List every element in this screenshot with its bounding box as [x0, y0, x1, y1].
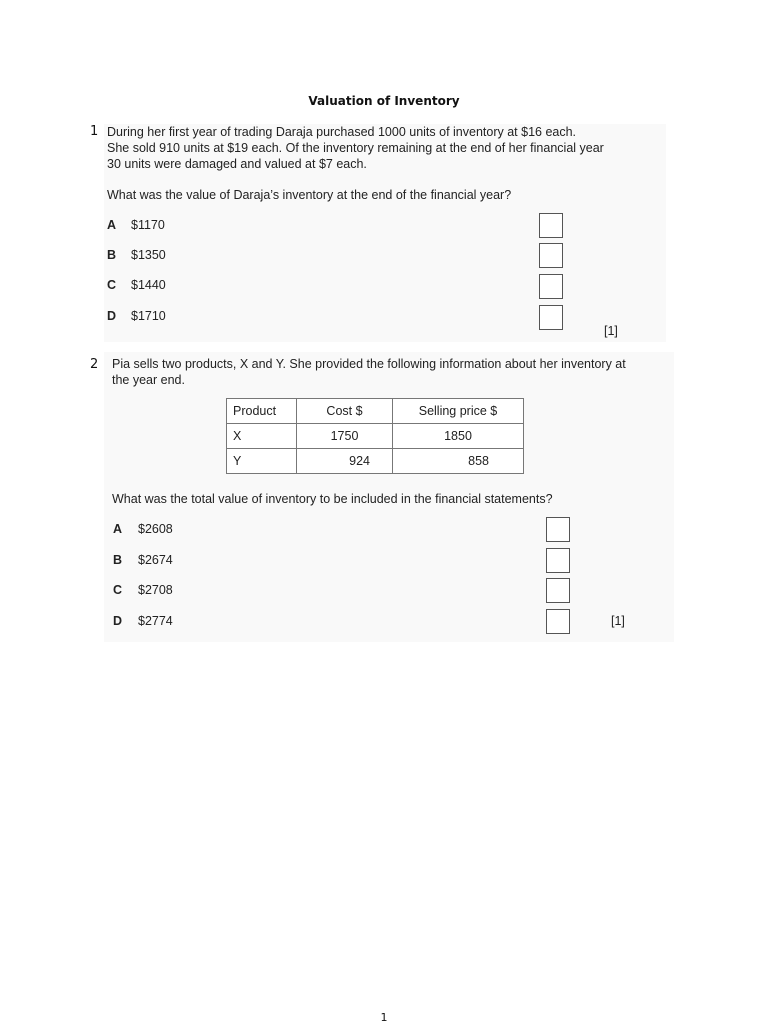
table-row — [227, 424, 524, 449]
question-1-marks: [1] — [604, 324, 618, 338]
q2-option-a-checkbox[interactable] — [546, 517, 570, 542]
question-2-line-2: the year end. — [112, 373, 185, 387]
q2-option-b-value: $2674 — [138, 553, 173, 567]
q2-option-c-value: $2708 — [138, 583, 173, 597]
question-1-number: 1 — [90, 124, 99, 139]
table-header-cost: Cost $ — [297, 399, 393, 424]
table-cell-selling-price: 858 — [393, 449, 524, 474]
q1-option-d-value: $1710 — [131, 309, 166, 323]
table-cell-cost: 1750 — [297, 424, 393, 449]
q1-option-a-value: $1170 — [131, 218, 165, 232]
table-cell-product: X — [227, 424, 297, 449]
table-header-row — [227, 399, 524, 424]
q2-option-a-letter: A — [113, 522, 123, 536]
q2-option-b-letter: B — [113, 553, 123, 567]
q2-option-b-checkbox[interactable] — [546, 548, 570, 573]
q1-option-a-letter: A — [107, 218, 117, 232]
question-1-line-1: During her first year of trading Daraja purchased 1000 units of inventory at $16 each. — [107, 125, 577, 139]
table-cell-selling-price: 1850 — [393, 424, 524, 449]
question-1-line-2: She sold 910 units at $19 each. Of the inventory remaining at the end of her financial year — [107, 141, 604, 155]
inventory-table — [226, 398, 524, 474]
q2-option-d-checkbox[interactable] — [546, 609, 570, 634]
q1-option-c-value: $1440 — [131, 278, 166, 292]
q1-option-a-checkbox[interactable] — [539, 213, 563, 238]
q1-option-d-letter: D — [107, 309, 117, 323]
question-1-line-3: 30 units were damaged and valued at $7 each. — [107, 157, 367, 171]
question-2-line-1: Pia sells two products, X and Y. She provided the following information about her inventory at — [112, 357, 626, 371]
table-cell-cost: 924 — [297, 449, 393, 474]
q2-option-c-letter: C — [113, 583, 123, 597]
page-number: 1 — [380, 1011, 388, 1024]
q1-option-b-letter: B — [107, 248, 117, 262]
q2-option-a-value: $2608 — [138, 522, 173, 536]
page-title: Valuation of Inventory — [308, 94, 460, 108]
table-header-product: Product — [227, 399, 297, 424]
q1-option-d-checkbox[interactable] — [539, 305, 563, 330]
table-cell-product: Y — [227, 449, 297, 474]
table-header-selling-price: Selling price $ — [393, 399, 524, 424]
question-1-prompt: What was the value of Daraja’s inventory at the end of the financial year? — [107, 188, 512, 202]
q1-option-b-checkbox[interactable] — [539, 243, 563, 268]
q1-option-b-value: $1350 — [131, 248, 166, 262]
q1-option-c-letter: C — [107, 278, 117, 292]
question-2-marks: [1] — [611, 614, 625, 628]
q2-option-d-letter: D — [113, 614, 123, 628]
q2-option-c-checkbox[interactable] — [546, 578, 570, 603]
q1-option-c-checkbox[interactable] — [539, 274, 563, 299]
table-row — [227, 449, 524, 474]
q2-option-d-value: $2774 — [138, 614, 173, 628]
question-2-number: 2 — [90, 357, 99, 372]
question-2-prompt: What was the total value of inventory to be included in the financial statements? — [112, 492, 553, 506]
